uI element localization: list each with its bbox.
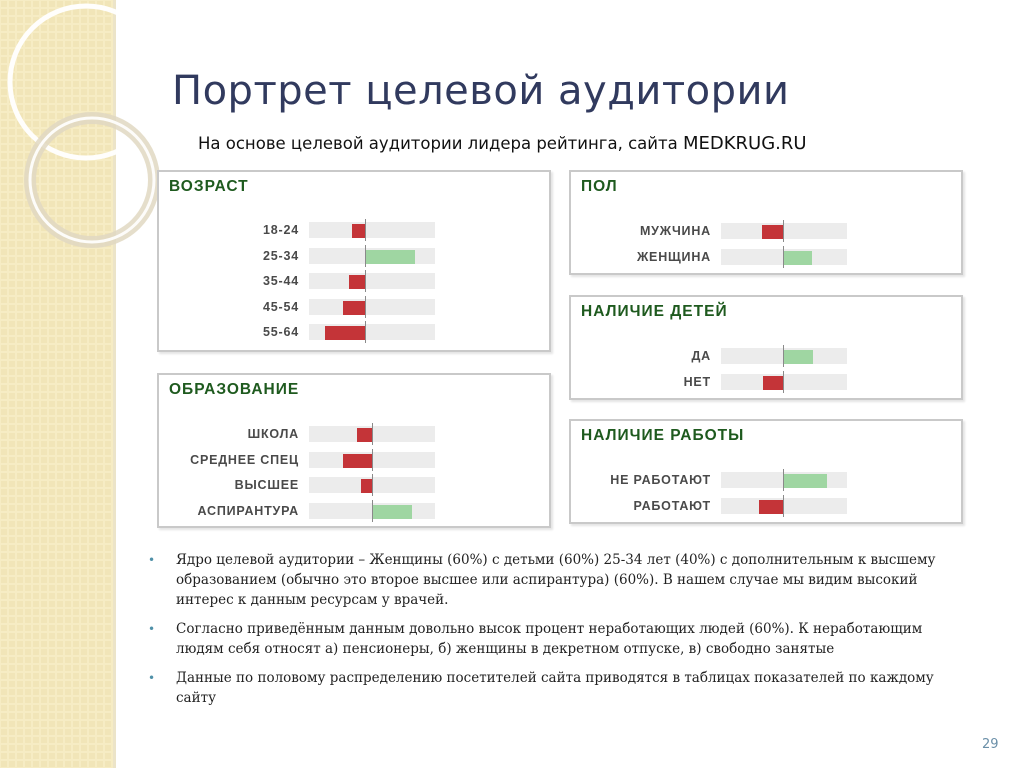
bar-track [721,223,847,239]
data-bar [325,326,366,340]
data-bar [783,474,827,488]
data-bar [783,350,813,364]
subtitle [198,133,807,154]
data-bar [759,500,783,514]
category-label: 35-44 [263,274,299,288]
category-label: РАБОТАЮТ [633,498,711,513]
gender-panel [569,170,963,275]
zero-axis [783,220,784,242]
bar-track [721,374,847,390]
children-panel [569,295,963,400]
zero-axis [372,449,373,471]
bar-track [309,477,435,493]
category-label: НЕТ [683,374,711,389]
bar-track [309,503,435,519]
bar-track [309,273,435,289]
subtitle-brand: MEDKRUG.RU [682,133,807,154]
zero-axis [783,345,784,367]
education-panel-title: ОБРАЗОВАНИЕ [169,381,300,398]
bullet-text: Ядро целевой аудитории – Женщины (60%) с детьми (60%) 25-34 лет (40%) с дополнительным к высшему образованием (обычно это второе высшее или аспирантура) (60%). В нашем случае мы видим высокий интерес к данным ресурсам у врачей. [176,552,936,608]
zero-axis [365,270,366,292]
category-label: ВЫСШЕЕ [234,478,299,492]
page-title: Портрет целевой аудитории [172,68,790,114]
employment-panel-title: НАЛИЧИЕ РАБОТЫ [581,427,745,444]
category-label: 25-34 [263,248,299,263]
bar-track [309,248,435,264]
category-label: ДА [691,349,711,363]
bullet-text: Данные по половому распределению посетителей сайта приводятся в таблицах показателей по каждому сайту [176,670,934,706]
zero-axis [783,246,784,268]
children-panel-title: НАЛИЧИЕ ДЕТЕЙ [581,303,728,320]
bullet-icon: • [148,622,156,636]
category-label: НЕ РАБОТАЮТ [610,473,711,487]
bullet-text: Согласно приведённым данным довольно высок процент неработающих людей (60%). К неработающим людям себя относят а) пенсионеры, б) женщины в декретном отпуске, в) свободно занятые [176,621,923,657]
data-bar [357,428,372,442]
zero-axis [783,371,784,393]
zero-axis [365,245,366,267]
zero-axis [365,321,366,343]
bullet-icon: • [148,553,156,567]
data-bar [349,275,365,289]
bullet-list [148,550,958,717]
zero-axis [365,296,366,318]
category-label: 45-54 [263,299,299,314]
bullet-item [148,619,958,659]
category-label: ЖЕНЩИНА [636,249,711,264]
zero-axis [365,219,366,241]
bar-track [721,249,847,265]
data-bar [372,505,412,519]
category-label: ШКОЛА [247,427,299,441]
bar-track [309,324,435,340]
data-bar [352,224,366,238]
age-panel-title: ВОЗРАСТ [169,178,249,195]
bar-track [721,498,847,514]
decorative-rings [0,0,180,260]
category-label: СРЕДНЕЕ СПЕЦ [190,452,299,467]
category-label: АСПИРАНТУРА [197,503,299,518]
data-bar [762,225,783,239]
zero-axis [372,500,373,522]
zero-axis [372,423,373,445]
data-bar [763,376,783,390]
category-label: 18-24 [263,223,299,237]
bullet-icon: • [148,671,156,685]
data-bar [343,454,372,468]
bar-track [309,299,435,315]
bar-track [721,472,847,488]
employment-panel [569,419,963,524]
bar-track [309,222,435,238]
bullet-item [148,668,958,708]
education-panel [157,373,551,528]
age-panel [157,170,551,352]
bullet-item [148,550,958,610]
page-number: 29 [982,737,999,752]
zero-axis [783,469,784,491]
gender-panel-title: ПОЛ [581,178,618,195]
data-bar [783,251,812,265]
bar-track [309,452,435,468]
data-bar [361,479,372,493]
bar-track [309,426,435,442]
bar-track [721,348,847,364]
zero-axis [783,495,784,517]
category-label: 55-64 [263,325,299,339]
category-label: МУЖЧИНА [639,224,711,238]
zero-axis [372,474,373,496]
data-bar [343,301,366,315]
subtitle-text: На основе целевой аудитории лидера рейтинга, сайта [198,134,683,153]
data-bar [365,250,415,264]
